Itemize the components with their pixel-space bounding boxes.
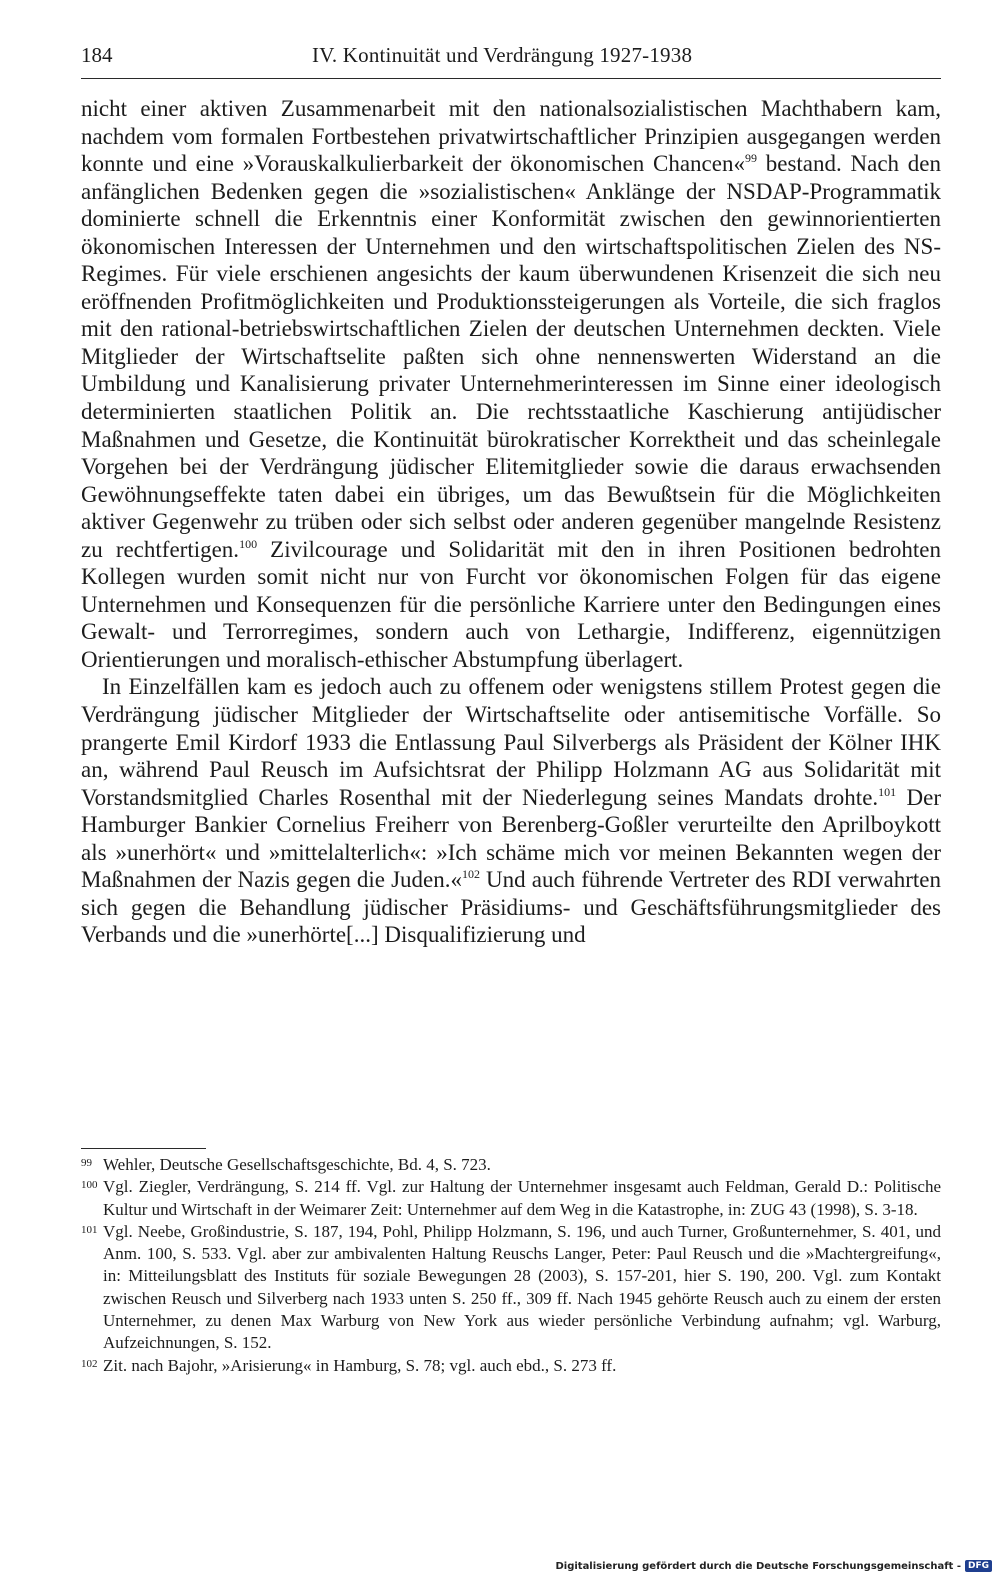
footnote-ref-102[interactable]: 102 (461, 867, 480, 882)
digitization-text: Digitalisierung gefördert durch die Deutsche Forschungsgemeinschaft - (555, 1560, 961, 1572)
footnote-102 (81, 1355, 941, 1377)
paragraph-1-part-1: nicht einer aktiven Zusammenarbeit mit den nationalsozialistischen Machthabern kam, nachdem vom formalen Fortbestehen privatwirtschaftlicher Prinzipien ausgegangen werden konnte und eine »Vorauskalkulierbarkeit der ökonomischen Chancen« (81, 96, 941, 177)
paragraph-1-part-2: bestand. Nach den anfänglichen Bedenken gegen die »sozialistischen« Anklänge der NSDAP-Programmatik dominierte schnell die Erkenntnis einer Konformität zwischen den gewinnorientierten ökonomischen Interessen der Unternehmen und den wirtschaftspolitischen Zielen des NS-Regimes. Für viele erschienen angesichts der kaum überwundenen Krisenzeit die sich neu eröffnenden Profitmöglichkeiten und Produktionssteigerungen als Vorteile, die sich fraglos mit den rational-betriebswirtschaftlichen Zielen der deutschen Unternehmen deckten. Viele Mitglieder der Wirtschaftselite paßten sich ohne nennenswerten Widerstand an die Umbildung und Kanalisierung privater Unternehmerinteressen im Sinne einer ideologisch determinierten staatlichen Politik an. Die rechtsstaatliche Kaschierung antijüdischer Maßnahmen und Gesetze, die Kontinuität bürokratischer Korrektheit und das scheinlegale Vorgehen bei der Verdrängung jüdischer Elitemitglieder sowie die daraus erwachsenden Gewöhnungseffekte taten dabei ein übriges, um das Bewußtsein für die Möglichkeiten aktiver Gegenwehr zu trüben oder sich selbst oder anderen gegenüber mangelnde Resistenz zu rechtfertigen. (81, 151, 941, 562)
paragraph-1 (81, 95, 941, 673)
paragraph-2-part-2: Der Hamburger Bankier Cornelius Freiherr von Berenberg-Goßler verurteilte den Aprilboykott als »unerhört« und »mittelalterlich«: »Ich schäme mich vor meinen Bekannten wegen der Maßnahmen der Nazis gegen die Juden.« (81, 784, 941, 893)
paragraph-2 (81, 673, 941, 948)
paragraph-1-part-3: Zivilcourage und Solidarität mit den in ihren Positionen bedrohten Kollegen wurden somit nicht nur von Furcht vor ökonomischen Folgen für das eigene Unternehmen und Konsequenzen für die persönliche Karriere unter den Bedingungen eines Gewalt- und Terrorregimes, sondern auch von Lethargie, Indifferenz, eigennützigen Orientierungen und moralisch-ethischer Abstumpfung überlagert. (81, 536, 941, 672)
footnote-number: 100 (81, 1179, 98, 1192)
dfg-logo: DFG (965, 1560, 992, 1572)
digitization-notice (555, 1560, 992, 1572)
paragraph-2-part-3: Und auch führende Vertreter des RDI verwahrten sich gegen die Behandlung jüdischer Präsidiums- und Geschäftsführungsmitglieder des Verbands und die »unerhörte[...] Disqualifizierung und (81, 867, 941, 948)
footnote-text: Vgl. Neebe, Großindustrie, S. 187, 194, Pohl, Philipp Holzmann, S. 196, und auch Turner, Großunternehmer, S. 401, und Anm. 100, S. 533. Vgl. aber zur ambivalenten Haltung Reuschs Langer, Peter: Paul Reusch und die »Machtergreifung«, in: Mitteilungsblatt des Instituts für soziale Bewegungen 28 (2003), S. 157-201, hier S. 190, 200. Vgl. zum Kontakt zwischen Reusch und Silverberg nach 1933 unten S. 250 ff., 309 ff. Nach 1945 gehörte Reusch auch zu einem der ersten Unternehmer, zu denen Max Warburg von New York aus wieder persönliche Verbindung aufnahm; vgl. Warburg, Aufzeichnungen, S. 152. (103, 1221, 941, 1353)
footnote-101 (81, 1221, 941, 1355)
footnote-number: 99 (81, 1157, 92, 1169)
footnote-text: Wehler, Deutsche Gesellschaftsgeschichte, Bd. 4, S. 723. (103, 1155, 491, 1174)
footnote-ref-101[interactable]: 101 (878, 784, 897, 799)
footnote-99 (81, 1154, 941, 1176)
footnote-ref-99[interactable]: 99 (744, 151, 757, 166)
header-rule (81, 78, 941, 79)
paragraph-2-part-1: In Einzelfällen kam es jedoch auch zu offenem oder wenigstens stillem Protest gegen die Verdrängung jüdischer Mitglieder der Wirtschaftselite oder antisemitische Vorfälle. So prangerte Emil Kirdorf 1933 die Entlassung Paul Silverbergs als Präsident der Kölner IHK an, während Paul Reusch im Aufsichtsrat der Philipp Holzmann AG aus Solidarität mit Vorstandsmitglied Charles Rosenthal mit der Niederlegung seines Mandats drohte. (81, 674, 941, 810)
footnote-number: 102 (81, 1357, 98, 1370)
footnote-rule (81, 1148, 206, 1149)
footnotes (81, 1154, 941, 1377)
footnote-text: Vgl. Ziegler, Verdrängung, S. 214 ff. Vgl. zur Haltung der Unternehmer insgesamt auch Feldman, Gerald D.: Politische Kultur und Wirtschaft in der Weimarer Zeit: Unternehmer auf dem Weg in die Katastrophe, in: ZUG 43 (1998), S. 3-18. (103, 1177, 941, 1219)
running-head: IV. Kontinuität und Verdrängung 1927-1938 (312, 43, 693, 67)
footnote-ref-100[interactable]: 100 (239, 536, 258, 551)
main-text (81, 95, 941, 949)
footnote-number: 101 (81, 1223, 98, 1236)
page-number: 184 (81, 43, 113, 67)
footnote-text: Zit. nach Bajohr, »Arisierung« in Hamburg, S. 78; vgl. auch ebd., S. 273 ff. (103, 1355, 617, 1375)
footnote-100 (81, 1176, 941, 1221)
